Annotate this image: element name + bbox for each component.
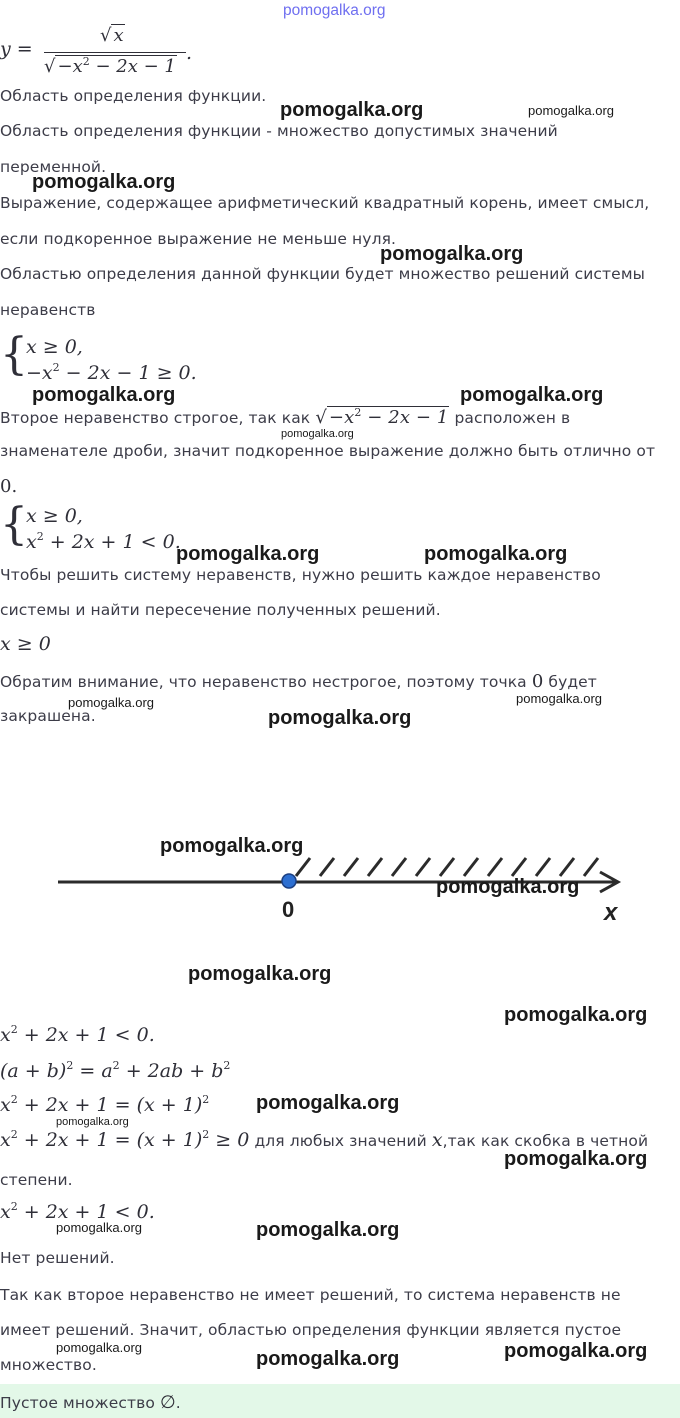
- inequality-quadratic-repeat: $x^2 + 2x + 1 < 0$.: [0, 1200, 155, 1223]
- point-zero: [282, 874, 296, 888]
- watermark: pomogalka.org: [56, 1220, 142, 1235]
- watermark: pomogalka.org: [256, 1348, 400, 1370]
- watermark: pomogalka.org: [436, 876, 580, 898]
- paragraph-system-line2: неравенств: [0, 301, 96, 319]
- watermark: pomogalka.org: [504, 1004, 648, 1026]
- paragraph-root-line1: Выражение, содержащее арифметический квадратный корень, имеет смысл,: [0, 194, 650, 212]
- watermark: pomogalka.org: [516, 691, 602, 706]
- formula-period: .: [186, 42, 193, 64]
- label-x-axis: x: [604, 899, 618, 926]
- watermark: pomogalka.org: [256, 1219, 400, 1241]
- formula-numerator: √ x: [100, 25, 124, 46]
- fraction-bar: [44, 52, 186, 53]
- watermark: pomogalka.org: [188, 963, 332, 985]
- watermark: pomogalka.org: [32, 384, 176, 406]
- paragraph-strict-line3: 0.: [0, 476, 18, 497]
- brace-system-1: {: [0, 329, 28, 380]
- watermark: pomogalka.org: [256, 1092, 400, 1114]
- watermark: pomogalka.org: [56, 1340, 142, 1355]
- watermark: pomogalka.org: [32, 171, 176, 193]
- watermark: pomogalka.org: [160, 835, 304, 857]
- system1-line1: x ≥ 0,: [26, 336, 83, 358]
- formula-denominator: √ $-x^2 - 2x - 1$: [44, 55, 176, 77]
- system2-line1: x ≥ 0,: [26, 505, 83, 527]
- paragraph-conclusion-line2: имеет решений. Значит, областью определения функции является пустое: [0, 1321, 622, 1339]
- paragraph-strict-line2: знаменателе дроби, значит подкоренное выражение должно быть отлично от: [0, 442, 656, 460]
- watermark: pomogalka.org: [280, 99, 424, 121]
- paragraph-degree: степени.: [0, 1171, 73, 1189]
- paragraph-strict-line1: Второе неравенство строгое, так как √ $-x^2 - 2x - 1$ расположен в: [0, 406, 571, 428]
- watermark: pomogalka.org: [56, 1116, 129, 1128]
- paragraph-conclusion-line1: Так как второе неравенство не имеет решений, то система неравенств не: [0, 1286, 621, 1304]
- paragraph-solve-line1: Чтобы решить систему неравенств, нужно решить каждое неравенство: [0, 566, 601, 584]
- answer-text: Пустое множество ∅.: [0, 1392, 181, 1413]
- label-zero: 0: [282, 897, 295, 922]
- paragraph-conclusion-line3: множество.: [0, 1356, 97, 1374]
- paragraph-system-line1: Областью определения данной функции будет множество решений системы: [0, 265, 645, 283]
- empty-set-symbol: ∅: [159, 1392, 176, 1413]
- watermark: pomogalka.org: [424, 543, 568, 565]
- watermark: pomogalka.org: [268, 707, 412, 729]
- paragraph-domain-title: Область определения функции.: [0, 87, 267, 105]
- watermark: pomogalka.org: [528, 103, 614, 118]
- watermark: pomogalka.org: [380, 243, 524, 265]
- paragraph-nonstrict-line1: Обратим внимание, что неравенство нестрогое, поэтому точка 0 будет: [0, 671, 597, 692]
- paragraph-no-solutions: Нет решений.: [0, 1249, 115, 1267]
- watermark: pomogalka.org: [460, 384, 604, 406]
- formula-nonnegative-line: $x^2 + 2x + 1 = (x + 1)^2 \ge 0$ для любых значений x,так как скобка в четной: [0, 1128, 649, 1151]
- watermark-top[interactable]: pomogalka.org: [283, 2, 386, 19]
- inequality-x-ge-0: x ≥ 0: [0, 633, 51, 655]
- brace-system-2: {: [0, 499, 28, 550]
- watermark: pomogalka.org: [281, 428, 354, 440]
- paragraph-nonstrict-line2: закрашена.: [0, 707, 96, 725]
- paragraph-solve-line2: системы и найти пересечение полученных решений.: [0, 601, 441, 619]
- formula-square-of-sum: $(a + b)^2 = a^2 + 2ab + b^2$: [0, 1059, 231, 1082]
- formula-lhs: y =: [0, 38, 33, 60]
- watermark: pomogalka.org: [504, 1340, 648, 1362]
- paragraph-definition-line2: переменной.: [0, 158, 107, 176]
- watermark: pomogalka.org: [504, 1148, 648, 1170]
- system1-line2: $-x^2 - 2x - 1 \ge 0$.: [26, 361, 197, 384]
- inequality-quadratic: $x^2 + 2x + 1 < 0$.: [0, 1023, 155, 1046]
- hatching: [296, 858, 598, 876]
- watermark: pomogalka.org: [68, 695, 154, 710]
- system2-line2: $x^2 + 2x + 1 < 0$.: [26, 530, 181, 553]
- paragraph-root-line2: если подкоренное выражение не меньше нуля.: [0, 230, 397, 248]
- paragraph-definition-line1: Область определения функции - множество допустимых значений: [0, 122, 558, 140]
- formula-perfect-square: $x^2 + 2x + 1 = (x + 1)^2$: [0, 1093, 210, 1116]
- watermark: pomogalka.org: [176, 543, 320, 565]
